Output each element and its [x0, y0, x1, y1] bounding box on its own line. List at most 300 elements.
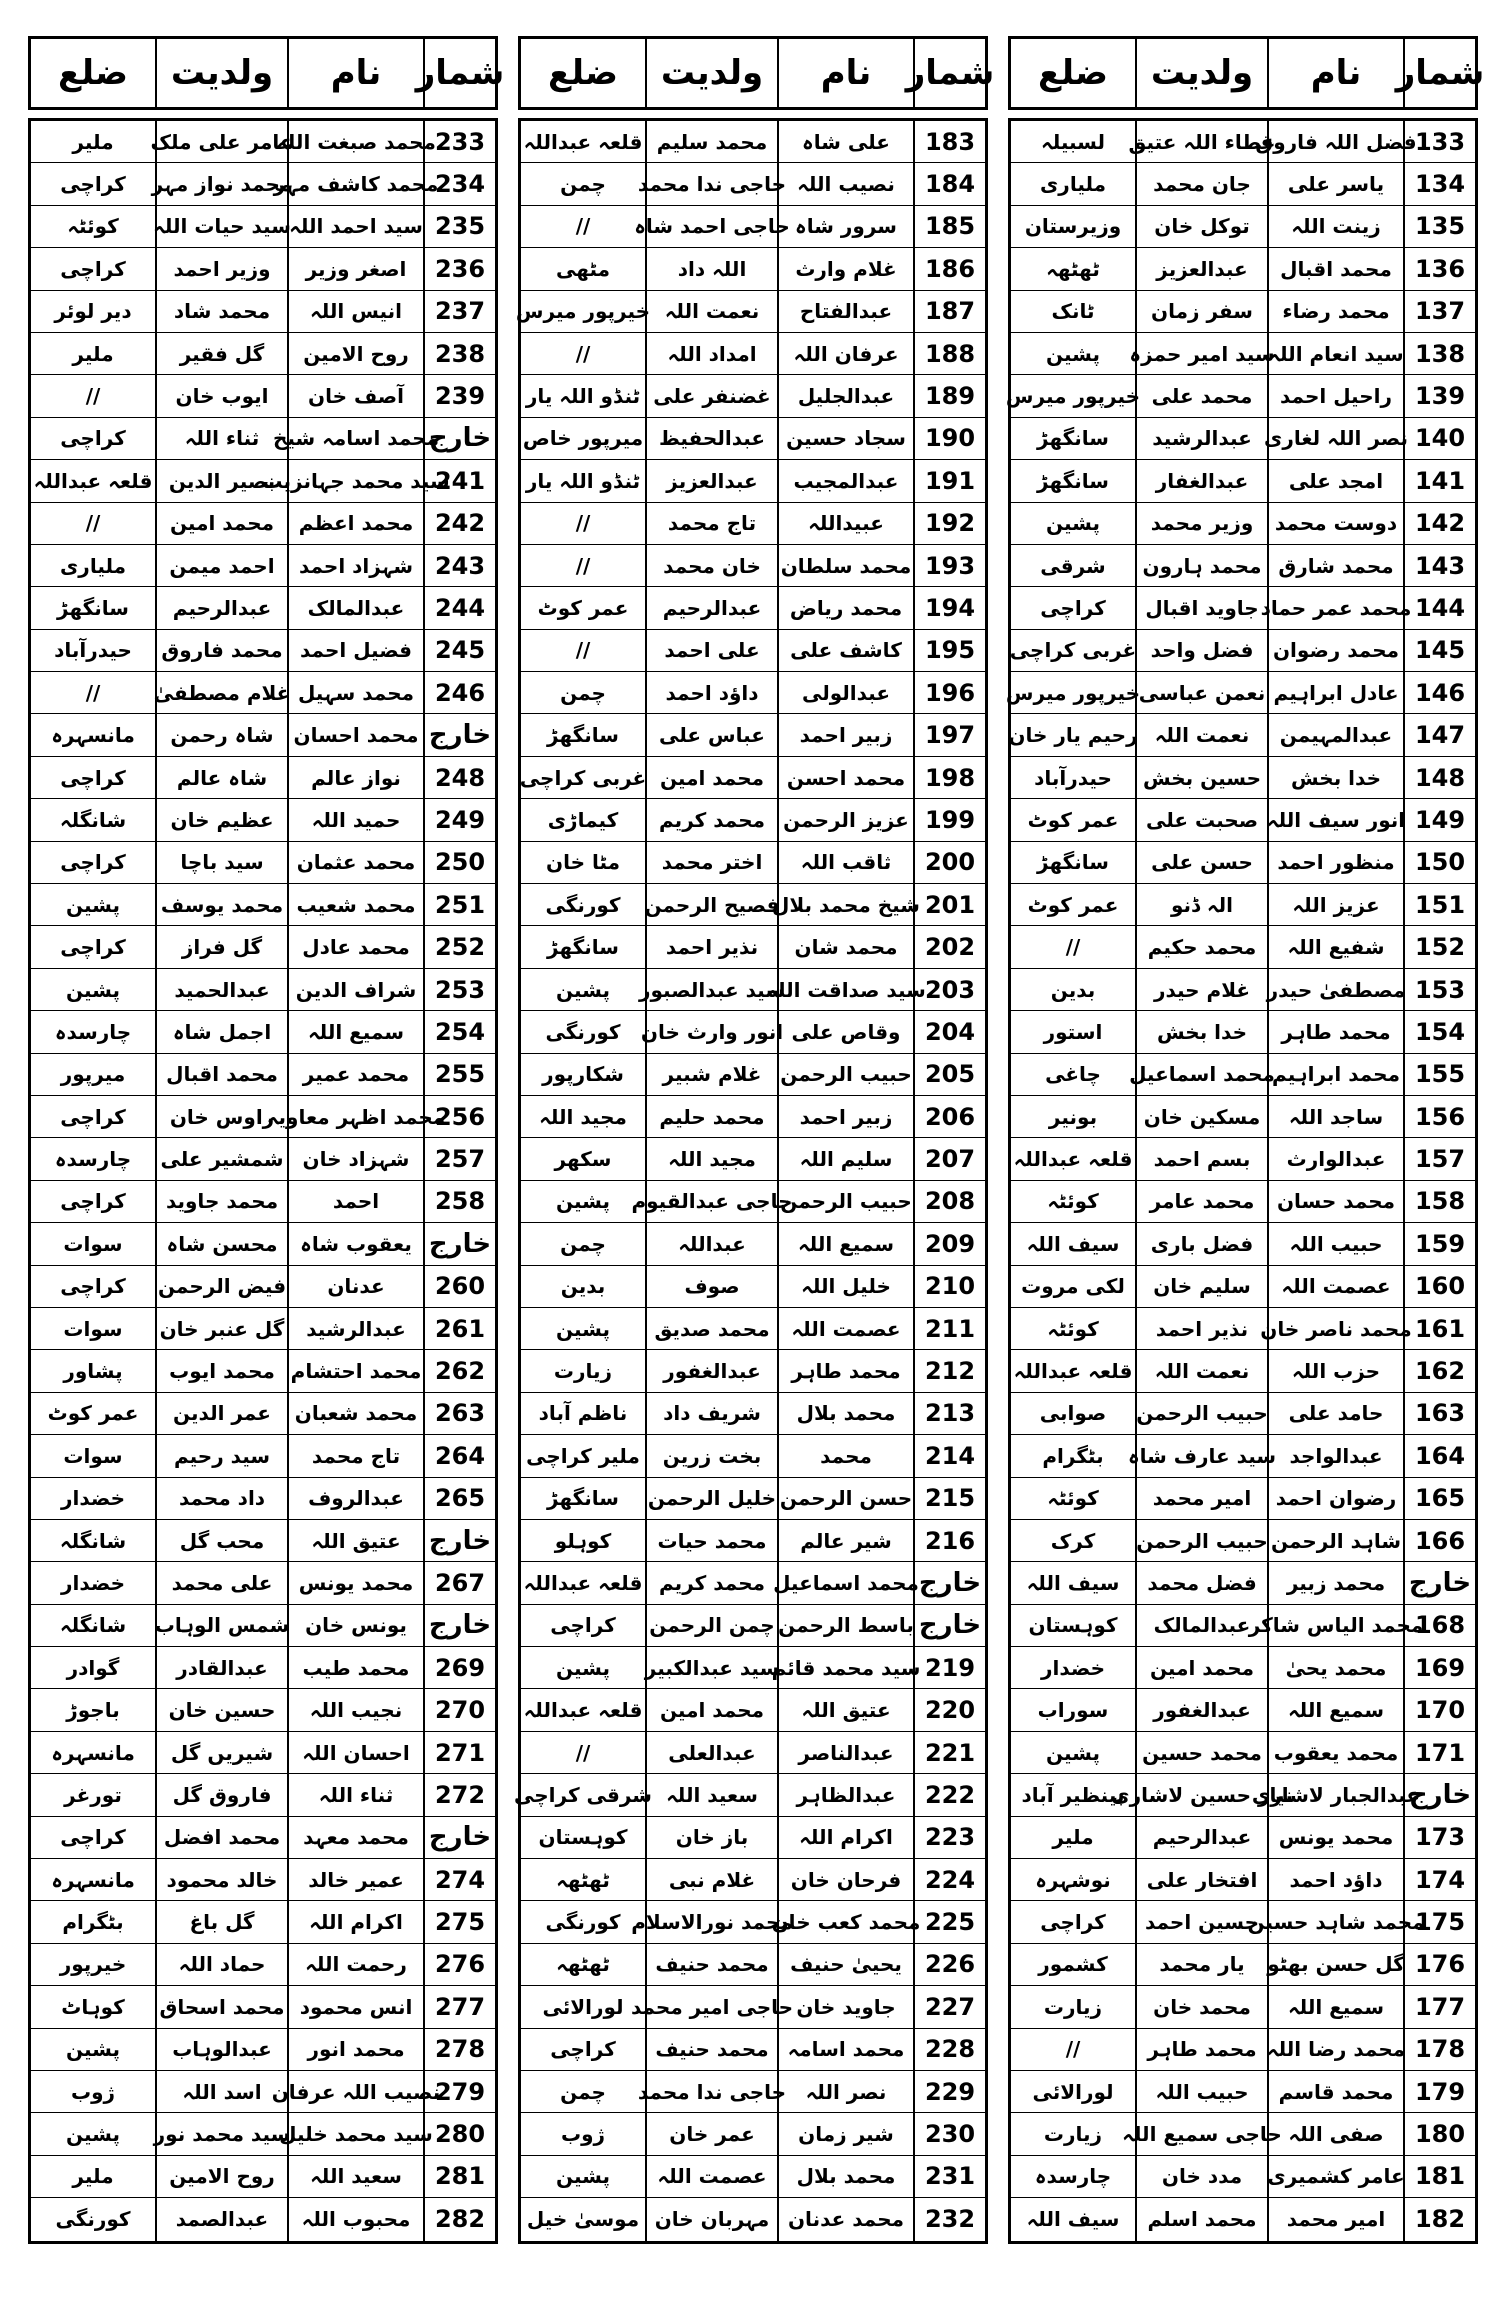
- name-cell: زبیر احمد: [777, 1096, 913, 1137]
- number-cell: 239: [423, 375, 495, 416]
- table-row: [31, 1774, 495, 1816]
- district-cell: سانگھڑ: [547, 723, 619, 748]
- district-cell: پشین: [65, 892, 121, 917]
- name-cell: صفی اللہ: [1267, 2113, 1403, 2154]
- district-cell: کوہستان: [538, 1825, 628, 1850]
- number-cell: 195: [913, 630, 985, 671]
- name-cell: اکرام اللہ: [777, 1817, 913, 1858]
- name-cell: فضیل احمد: [287, 630, 423, 671]
- district-cell: پشین: [1045, 341, 1101, 366]
- district-cell: چمن: [560, 2079, 606, 2104]
- father-cell: سید رحیم: [155, 1435, 287, 1476]
- number-cell: 194: [913, 587, 985, 628]
- name-cell: محمد شعیب: [287, 884, 423, 925]
- name-cell: نصر اللہ لغاری: [1267, 418, 1403, 459]
- table-row: [1011, 460, 1475, 502]
- number-cell: 149: [1403, 799, 1475, 840]
- table-row: [1011, 799, 1475, 841]
- number-cell: 135: [1403, 206, 1475, 247]
- district-cell: کراچی: [1040, 1910, 1106, 1935]
- table-row: [31, 842, 495, 884]
- district-cell: شانگلہ: [59, 807, 127, 832]
- table-row: [521, 799, 985, 841]
- father-cell: اسد اللہ: [155, 2071, 287, 2112]
- table-row: [1011, 926, 1475, 968]
- name-cell: نجیب اللہ: [287, 1689, 423, 1730]
- table-row: [1011, 587, 1475, 629]
- table-row: [1011, 969, 1475, 1011]
- name-cell: حبیب الرحمن: [777, 1181, 913, 1222]
- father-cell: راوس خان: [155, 1096, 287, 1137]
- name-cell: یحییٰ حنیف: [777, 1944, 913, 1985]
- name-cell: دوست محمد: [1267, 503, 1403, 544]
- number-cell: 181: [1403, 2156, 1475, 2197]
- table-row: [31, 1308, 495, 1350]
- district-cell: عمر کوٹ: [537, 595, 629, 620]
- father-cell: محمد نورالاسلام: [645, 1901, 777, 1942]
- table-row: [1011, 1435, 1475, 1477]
- name-cell: محمد احسان: [287, 714, 423, 755]
- name-cell: محمد اظہر معاویہ: [287, 1096, 423, 1137]
- table-row: [521, 1520, 985, 1562]
- district-cell: چارسدہ: [1034, 2164, 1112, 2189]
- number-cell: 215: [913, 1478, 985, 1519]
- table-row: [521, 1986, 985, 2028]
- district-cell: مانسہرہ: [51, 723, 135, 748]
- table-row: [1011, 1562, 1475, 1604]
- number-cell: 199: [913, 799, 985, 840]
- father-cell: محمد حنیف: [645, 1944, 777, 1985]
- name-cell: حبیب اللہ: [1267, 1223, 1403, 1264]
- name-cell: محمد رضوان: [1267, 630, 1403, 671]
- district-cell: شانگلہ: [59, 1528, 127, 1553]
- district-cell: //: [1065, 2037, 1081, 2062]
- name-cell: محمد کاشف مہر: [287, 163, 423, 204]
- table-row: [521, 630, 985, 672]
- table-row: [1011, 1054, 1475, 1096]
- table-row: [1011, 757, 1475, 799]
- father-cell: عبدالحفیظ: [645, 418, 777, 459]
- district-cell: چمن: [560, 1231, 606, 1256]
- name-cell: عبدالواجد: [1267, 1435, 1403, 1476]
- father-cell: امیر محمد: [1135, 1478, 1267, 1519]
- table-row: [1011, 1944, 1475, 1986]
- name-cell: محمد عمر حماد: [1267, 587, 1403, 628]
- table-row: [1011, 1138, 1475, 1180]
- number-cell: 224: [913, 1859, 985, 1900]
- name-cell: نصیب اللہ: [777, 163, 913, 204]
- district-cell: قلعہ عبداللہ: [1013, 1359, 1133, 1384]
- number-cell: 260: [423, 1266, 495, 1307]
- number-cell: خارج: [913, 1562, 985, 1603]
- table-row: [1011, 1393, 1475, 1435]
- father-cell: انور وارث خان: [645, 1011, 777, 1052]
- father-cell: محمد شاد: [155, 291, 287, 332]
- name-cell: عرفان اللہ: [777, 333, 913, 374]
- father-cell: محمد ہارون: [1135, 545, 1267, 586]
- number-cell: 198: [913, 757, 985, 798]
- table-row: [521, 2198, 985, 2240]
- father-cell: افتخار علی: [1135, 1859, 1267, 1900]
- table-panel-right: [1005, 118, 1478, 2244]
- district-cell: کراچی: [60, 1104, 126, 1129]
- name-cell: فرحان خان: [777, 1859, 913, 1900]
- number-cell: 185: [913, 206, 985, 247]
- number-cell: 159: [1403, 1223, 1475, 1264]
- father-cell: عصمت اللہ: [645, 2156, 777, 2197]
- table-row: [31, 1647, 495, 1689]
- name-cell: تاج محمد: [287, 1435, 423, 1476]
- table-row: [31, 1986, 495, 2028]
- name-cell: محمد عدنان: [777, 2198, 913, 2240]
- name-cell: عزیز اللہ: [1267, 884, 1403, 925]
- father-cell: حسین خان: [155, 1689, 287, 1730]
- district-cell: کرک: [1050, 1528, 1096, 1553]
- table-row: [31, 545, 495, 587]
- name-cell: محمد عمیر: [287, 1054, 423, 1095]
- district-cell: چاغی: [1045, 1062, 1101, 1087]
- number-cell: 233: [423, 121, 495, 162]
- name-cell: محمد اسماعیل: [777, 1562, 913, 1603]
- number-cell: 242: [423, 503, 495, 544]
- number-cell: 190: [913, 418, 985, 459]
- name-cell: حسن الرحمن: [777, 1478, 913, 1519]
- table-row: [31, 926, 495, 968]
- district-cell: //: [575, 511, 591, 536]
- district-cell: ملیر: [72, 129, 114, 154]
- father-cell: عطاء اللہ عتیق: [1135, 121, 1267, 162]
- name-cell: محمد: [777, 1435, 913, 1476]
- name-cell: محمد یعقوب: [1267, 1732, 1403, 1773]
- district-cell: کراچی: [60, 426, 126, 451]
- father-cell: فضل باری: [1135, 1223, 1267, 1264]
- father-cell: عمر خان: [645, 2113, 777, 2154]
- table-row: [31, 2029, 495, 2071]
- number-cell: 228: [913, 2029, 985, 2070]
- table-row: [31, 1562, 495, 1604]
- district-cell: ٹھٹھہ: [556, 1952, 610, 1977]
- father-cell: نذیر احمد: [1135, 1308, 1267, 1349]
- name-cell: گل حسن بھٹو: [1267, 1944, 1403, 1985]
- father-cell: عبدالرحیم: [155, 587, 287, 628]
- name-cell: محمد احسن: [777, 757, 913, 798]
- number-cell: 225: [913, 1901, 985, 1942]
- father-cell: محمد حیات: [645, 1520, 777, 1561]
- name-cell: عصمت اللہ: [777, 1308, 913, 1349]
- number-cell: 175: [1403, 1901, 1475, 1942]
- district-cell: چمن: [560, 172, 606, 197]
- district-cell: //: [85, 680, 101, 705]
- table-row: [1011, 1181, 1475, 1223]
- father-cell: سید عبدالصبور: [645, 969, 777, 1010]
- number-cell: 202: [913, 926, 985, 967]
- district-cell: موسیٰ خیل: [526, 2207, 640, 2232]
- table-row: [31, 121, 495, 163]
- district-cell: غربی کراچی: [519, 765, 647, 790]
- number-cell: 237: [423, 291, 495, 332]
- district-cell: پشین: [555, 2164, 611, 2189]
- district-cell: صوابی: [1039, 1401, 1107, 1426]
- number-cell: 186: [913, 248, 985, 289]
- district-cell: //: [1065, 935, 1081, 960]
- table-row: [521, 757, 985, 799]
- district-cell: پشین: [1045, 1740, 1101, 1765]
- number-cell: 171: [1403, 1732, 1475, 1773]
- father-cell: محمد خان: [1135, 1986, 1267, 2027]
- table-row: [1008, 714, 1475, 756]
- number-cell: 281: [423, 2156, 495, 2197]
- number-cell: 169: [1403, 1647, 1475, 1688]
- number-cell: 136: [1403, 248, 1475, 289]
- father-cell: حسین بخش: [1135, 757, 1267, 798]
- name-cell: محمد ریاض: [777, 587, 913, 628]
- district-cell: قلعہ عبداللہ: [523, 129, 643, 154]
- father-cell: نذیر احمد: [645, 926, 777, 967]
- number-cell: 244: [423, 587, 495, 628]
- number-cell: 231: [913, 2156, 985, 2197]
- district-cell: پشین: [555, 977, 611, 1002]
- number-cell: خارج: [423, 1520, 495, 1561]
- father-cell: محمد اسماعیل: [1135, 1054, 1267, 1095]
- table-row: [521, 1901, 985, 1943]
- district-cell: //: [575, 553, 591, 578]
- number-cell: 229: [913, 2071, 985, 2112]
- name-cell: عبدالجبار لاشاری: [1267, 1774, 1403, 1815]
- district-cell: کراچی: [60, 765, 126, 790]
- district-cell: //: [575, 638, 591, 663]
- district-cell: سیف اللہ: [1026, 2207, 1120, 2232]
- number-cell: 220: [913, 1689, 985, 1730]
- district-cell: لکی مروت: [1021, 1274, 1125, 1299]
- father-cell: عظیم خان: [155, 799, 287, 840]
- table-row: [31, 1944, 495, 1986]
- number-cell: 238: [423, 333, 495, 374]
- number-cell: 180: [1403, 2113, 1475, 2154]
- name-cell: محمد رضاء: [1267, 291, 1403, 332]
- father-cell: گل باغ: [155, 1901, 287, 1942]
- district-cell: //: [575, 341, 591, 366]
- table-panel-middle: [514, 118, 988, 2244]
- father-cell: شمشیر علی: [155, 1138, 287, 1179]
- name-cell: شراف الدین: [287, 969, 423, 1010]
- table-row: [1011, 291, 1475, 333]
- district-cell: مٹھی: [556, 256, 610, 281]
- father-cell: غضنفر علی: [645, 375, 777, 416]
- name-cell: محمد اسامہ: [777, 2029, 913, 2070]
- name-cell: محمد اعظم: [287, 503, 423, 544]
- table-row: [31, 1350, 495, 1392]
- name-cell: آصف خان: [287, 375, 423, 416]
- father-cell: عبدالعلی: [645, 1732, 777, 1773]
- district-cell: کراچی: [60, 935, 126, 960]
- district-cell: ژوب: [70, 2079, 116, 2104]
- table-row: [31, 1478, 495, 1520]
- number-cell: 257: [423, 1138, 495, 1179]
- father-cell: روح الامین: [155, 2156, 287, 2197]
- number-cell: 183: [913, 121, 985, 162]
- number-cell: 163: [1403, 1393, 1475, 1434]
- number-cell: خارج: [1403, 1562, 1475, 1603]
- number-cell: 184: [913, 163, 985, 204]
- table-row: [31, 1901, 495, 1943]
- number-cell: 173: [1403, 1817, 1475, 1858]
- number-cell: 161: [1403, 1308, 1475, 1349]
- father-cell: خلیل الرحمن: [645, 1478, 777, 1519]
- number-cell: 232: [913, 2198, 985, 2240]
- district-cell: زیارت: [553, 1359, 613, 1384]
- number-cell: 189: [913, 375, 985, 416]
- table-row: [521, 1181, 985, 1223]
- table-row: [31, 460, 495, 502]
- father-cell: حاجی احمد شاہ: [645, 206, 777, 247]
- table-row: [521, 1562, 985, 1604]
- table-row: [521, 121, 985, 163]
- table-row: [521, 1138, 985, 1180]
- district-cell: کراچی: [60, 1189, 126, 1214]
- father-cell: سید محمد نور: [155, 2113, 287, 2154]
- name-cell: عبدالمالک: [287, 587, 423, 628]
- district-cell: کوئٹہ: [67, 214, 119, 239]
- number-cell: 236: [423, 248, 495, 289]
- table-row: [521, 1011, 985, 1053]
- district-cell: سیف اللہ: [1026, 1570, 1120, 1595]
- number-cell: 140: [1403, 418, 1475, 459]
- father-cell: محمد حکیم: [1135, 926, 1267, 967]
- district-cell: پشین: [555, 1655, 611, 1680]
- name-cell: عبدالولی: [777, 672, 913, 713]
- number-cell: 265: [423, 1478, 495, 1519]
- father-cell: محمد امین: [645, 1689, 777, 1730]
- name-cell: محمد زبیر: [1267, 1562, 1403, 1603]
- district-cell: //: [85, 511, 101, 536]
- district-cell: ملیاری: [1039, 172, 1107, 197]
- number-cell: 243: [423, 545, 495, 586]
- header-district: ضلع: [548, 53, 618, 93]
- table-row: [521, 714, 985, 756]
- district-cell: پشین: [65, 977, 121, 1002]
- name-cell: یاسر علی: [1267, 163, 1403, 204]
- number-cell: 201: [913, 884, 985, 925]
- number-cell: خارج: [1403, 1774, 1475, 1815]
- number-cell: 221: [913, 1732, 985, 1773]
- district-cell: بدین: [1050, 977, 1096, 1002]
- header-district: ضلع: [58, 53, 128, 93]
- name-cell: شیخ محمد بلال: [777, 884, 913, 925]
- district-cell: ٹنڈو اللہ یار: [525, 468, 641, 493]
- name-cell: عتیق اللہ: [777, 1689, 913, 1730]
- table-row: [521, 2113, 985, 2155]
- number-cell: 248: [423, 757, 495, 798]
- district-cell: خضدار: [1040, 1655, 1106, 1680]
- name-cell: احمد: [287, 1181, 423, 1222]
- name-cell: محمد شاہد حسین: [1267, 1901, 1403, 1942]
- number-cell: 249: [423, 799, 495, 840]
- number-cell: 254: [423, 1011, 495, 1052]
- table-row: [521, 1944, 985, 1986]
- name-cell: ثناء اللہ: [287, 1774, 423, 1815]
- father-cell: حاجی امیر محمد: [645, 1986, 777, 2027]
- name-cell: خدا بخش: [1267, 757, 1403, 798]
- father-cell: سید باچا: [155, 842, 287, 883]
- table-row: [1011, 630, 1475, 672]
- table-row: [521, 1689, 985, 1731]
- name-cell: محمد سہیل: [287, 672, 423, 713]
- table-row: [521, 969, 985, 1011]
- name-cell: سید صداقت اللہ: [777, 969, 913, 1010]
- father-cell: محمد ایوب: [155, 1350, 287, 1391]
- district-cell: کورنگی: [545, 1910, 621, 1935]
- name-cell: امجد علی: [1267, 460, 1403, 501]
- table-row: [1011, 2029, 1475, 2071]
- number-cell: 134: [1403, 163, 1475, 204]
- number-cell: 170: [1403, 1689, 1475, 1730]
- district-cell: غربی کراچی: [1009, 638, 1137, 663]
- name-cell: شیر زمان: [777, 2113, 913, 2154]
- father-cell: جان محمد: [1135, 163, 1267, 204]
- name-cell: محمد طیب: [287, 1647, 423, 1688]
- table-row: [521, 206, 985, 248]
- name-cell: ساجد اللہ: [1267, 1096, 1403, 1137]
- table-row: [521, 1266, 985, 1308]
- district-cell: بٹگرام: [62, 1910, 124, 1935]
- table-row: [1005, 672, 1475, 714]
- father-cell: محمد حسین: [1135, 1732, 1267, 1773]
- father-cell: اجمل شاہ: [155, 1011, 287, 1052]
- father-cell: محمد طاہر: [1135, 2029, 1267, 2070]
- table-row: [1011, 842, 1475, 884]
- father-cell: فاروق گل: [155, 1774, 287, 1815]
- number-cell: 179: [1403, 2071, 1475, 2112]
- district-cell: ژوب: [560, 2122, 606, 2147]
- number-cell: 252: [423, 926, 495, 967]
- number-cell: 214: [913, 1435, 985, 1476]
- number-cell: 219: [913, 1647, 985, 1688]
- table-row: [1011, 1689, 1475, 1731]
- district-cell: کراچی: [60, 256, 126, 281]
- name-cell: انس محمود: [287, 1986, 423, 2027]
- district-cell: پشین: [555, 1316, 611, 1341]
- district-cell: میرپور خاص: [522, 426, 644, 451]
- father-cell: نعمت اللہ: [1135, 1350, 1267, 1391]
- district-cell: عمر کوٹ: [1027, 892, 1119, 917]
- number-cell: 142: [1403, 503, 1475, 544]
- district-cell: کراچی: [60, 172, 126, 197]
- father-cell: توکل خان: [1135, 206, 1267, 247]
- father-cell: فصیح الرحمن: [645, 884, 777, 925]
- table-row: [521, 2071, 985, 2113]
- number-cell: 138: [1403, 333, 1475, 374]
- table-row: [31, 291, 495, 333]
- table-row: [1011, 2113, 1475, 2155]
- name-cell: علی شاہ: [777, 121, 913, 162]
- name-cell: محمد شارق: [1267, 545, 1403, 586]
- district-cell: //: [575, 214, 591, 239]
- table-row: [521, 2156, 985, 2198]
- district-cell: کشمور: [1038, 1952, 1108, 1977]
- father-cell: عبدالرحیم: [645, 587, 777, 628]
- father-cell: مدد خان: [1135, 2156, 1267, 2197]
- father-cell: عبدالقادر: [155, 1647, 287, 1688]
- district-cell: چمن: [560, 680, 606, 705]
- father-cell: محمد حنیف: [645, 2029, 777, 2070]
- name-cell: غلام وارث: [777, 248, 913, 289]
- name-cell: حزب اللہ: [1267, 1350, 1403, 1391]
- number-cell: 278: [423, 2029, 495, 2070]
- district-cell: لورالائی: [542, 1994, 624, 2019]
- district-cell: ٹھٹھہ: [1046, 256, 1100, 281]
- district-cell: پشاور: [63, 1359, 123, 1384]
- number-cell: 205: [913, 1054, 985, 1095]
